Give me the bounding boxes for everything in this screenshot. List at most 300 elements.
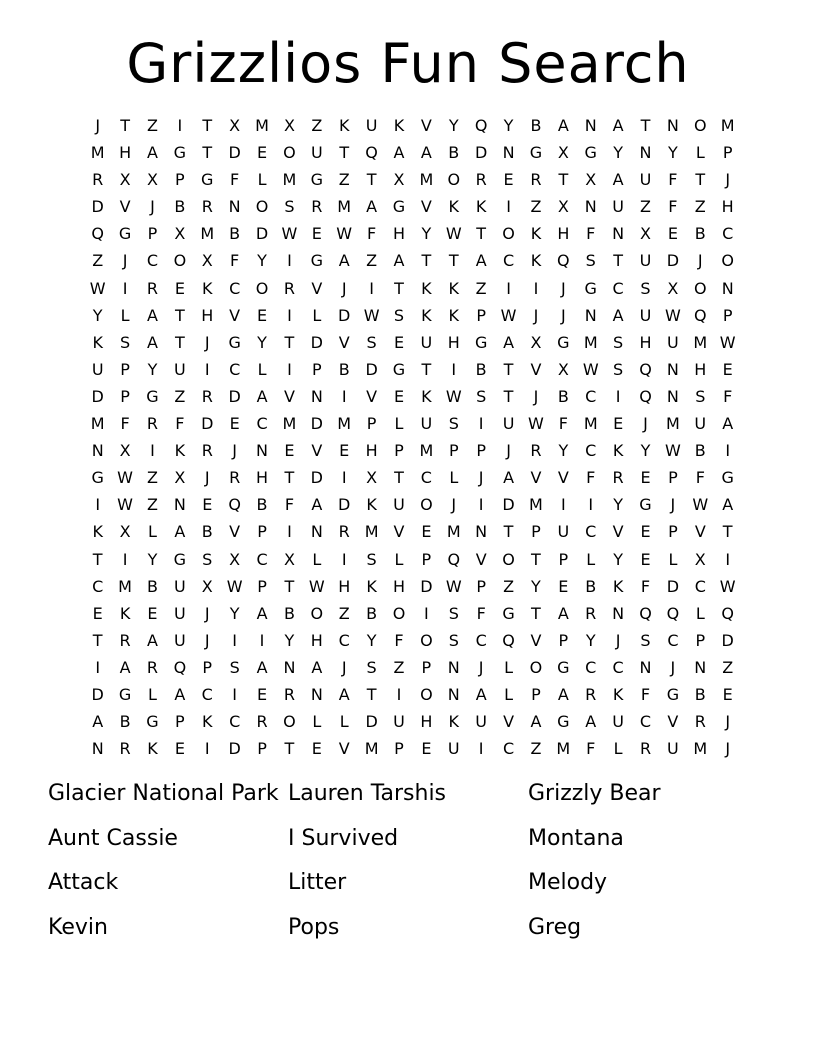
grid-letter: K <box>366 495 377 515</box>
grid-letter: C <box>475 630 487 650</box>
grid-letter: G <box>118 684 132 704</box>
grid-letter: A <box>420 143 432 163</box>
grid-letter: L <box>257 359 267 379</box>
grid-letter: S <box>640 278 651 298</box>
grid-letter: I <box>287 522 292 542</box>
grid-letter: W <box>308 576 325 596</box>
grid-letter: Z <box>530 197 542 217</box>
word-list-item: Attack <box>48 870 119 895</box>
grid-letter: A <box>475 251 487 271</box>
grid-letter: N <box>721 278 734 298</box>
grid-letter: U <box>502 414 515 434</box>
grid-letter: G <box>310 251 324 271</box>
grid-letter: G <box>310 170 324 190</box>
grid-letter: J <box>204 630 210 650</box>
grid-letter: T <box>722 522 733 542</box>
grid-letter: N <box>173 495 186 515</box>
grid-letter: T <box>366 170 377 190</box>
grid-letter: L <box>695 143 705 163</box>
grid-letter: T <box>448 251 459 271</box>
grid-letter: Z <box>393 657 405 677</box>
grid-letter: P <box>366 414 377 434</box>
grid-letter: R <box>311 197 323 217</box>
grid-letter: V <box>503 712 515 732</box>
grid-letter: F <box>586 739 596 759</box>
grid-letter: U <box>174 603 186 623</box>
grid-letter: K <box>92 332 103 352</box>
grid-letter: C <box>92 576 104 596</box>
grid-letter: I <box>341 468 347 488</box>
grid-letter: A <box>503 332 515 352</box>
grid-letter: I <box>204 359 210 379</box>
grid-letter: V <box>119 197 131 217</box>
grid-letter: Y <box>92 305 103 325</box>
grid-letter: O <box>529 657 543 677</box>
word-list-item: I Survived <box>288 825 399 851</box>
grid-letter: T <box>284 332 295 352</box>
grid-letter: J <box>478 468 484 488</box>
grid-letter: N <box>502 143 515 163</box>
grid-letter: U <box>639 251 652 271</box>
grid-letter: H <box>694 359 707 379</box>
grid-letter: P <box>202 657 213 677</box>
grid-letter: H <box>256 468 269 488</box>
grid-letter: L <box>394 549 404 569</box>
grid-letter: A <box>311 657 323 677</box>
grid-letter: A <box>256 603 268 623</box>
grid-letter: F <box>586 224 596 244</box>
grid-letter: D <box>721 630 734 650</box>
grid-letter: B <box>694 224 706 244</box>
grid-letter: W <box>664 441 681 461</box>
grid-letter: H <box>392 576 405 596</box>
grid-letter: A <box>338 684 350 704</box>
grid-letter: T <box>503 386 514 406</box>
grid-letter: K <box>448 305 460 325</box>
grid-letter: Q <box>666 603 680 623</box>
grid-letter: T <box>284 576 295 596</box>
grid-letter: C <box>502 251 515 271</box>
grid-letter: I <box>478 739 484 759</box>
grid-letter: G <box>666 684 680 704</box>
grid-letter: N <box>283 657 296 677</box>
grid-letter: D <box>201 414 214 434</box>
grid-letter: R <box>119 739 131 759</box>
grid-letter: Q <box>639 386 652 406</box>
grid-letter: N <box>639 143 652 163</box>
grid-letter: Z <box>146 116 158 135</box>
grid-letter: A <box>119 657 131 677</box>
grid-letter: H <box>310 630 323 650</box>
grid-letter: V <box>338 332 350 352</box>
grid-letter: L <box>339 712 349 732</box>
grid-letter: I <box>341 549 347 569</box>
grid-letter: O <box>447 170 461 190</box>
grid-letter: C <box>612 657 624 677</box>
grid-letter: L <box>586 549 596 569</box>
grid-letter: C <box>722 224 734 244</box>
grid-letter: C <box>639 712 652 732</box>
grid-letter: U <box>365 116 378 135</box>
grid-letter: T <box>421 359 432 379</box>
grid-letter: E <box>311 224 322 244</box>
grid-letter: W <box>89 278 106 298</box>
grid-letter: W <box>664 305 681 325</box>
grid-letter: I <box>615 386 621 406</box>
grid-letter: N <box>475 522 488 542</box>
grid-letter: T <box>202 116 213 135</box>
grid-letter: S <box>613 332 624 352</box>
grid-letter: J <box>560 278 566 298</box>
grid-letter: N <box>310 684 323 704</box>
grid-letter: X <box>530 332 542 352</box>
grid-letter: F <box>175 414 185 434</box>
grid-letter: X <box>366 468 378 488</box>
grid-letter: A <box>557 603 569 623</box>
grid-letter: R <box>201 441 213 461</box>
grid-letter: M <box>583 332 598 352</box>
grid-letter: B <box>174 197 186 217</box>
grid-letter: D <box>255 224 269 244</box>
grid-letter: N <box>447 684 460 704</box>
grid-letter: I <box>725 549 731 569</box>
grid-letter: R <box>146 278 159 298</box>
grid-letter: I <box>204 739 210 759</box>
grid-letter: E <box>311 739 322 759</box>
grid-letter: V <box>366 386 378 406</box>
grid-letter: R <box>256 712 268 732</box>
grid-letter: L <box>312 712 322 732</box>
grid-letter: Z <box>503 576 515 596</box>
word-list-item: Litter <box>288 870 347 895</box>
grid-letter: D <box>666 576 680 596</box>
grid-letter: Y <box>531 576 541 596</box>
word-list-item: Lauren Tarshis <box>288 781 447 806</box>
grid-letter: T <box>640 116 651 135</box>
grid-letter: O <box>721 251 734 271</box>
letter-grid <box>84 112 742 762</box>
grid-letter: Q <box>228 495 241 515</box>
grid-letter: M <box>90 414 105 434</box>
grid-letter: K <box>448 712 460 732</box>
grid-letter: K <box>421 305 432 325</box>
grid-letter: N <box>256 441 269 461</box>
grid-letter: Y <box>229 603 240 623</box>
grid-letter: E <box>147 603 158 623</box>
grid-letter: W <box>582 359 599 379</box>
grid-letter: U <box>393 495 405 515</box>
grid-letter: C <box>229 278 241 298</box>
grid-letter: I <box>122 549 128 569</box>
grid-letter: M <box>419 170 434 190</box>
grid-letter: G <box>146 712 159 732</box>
grid-letter: O <box>420 630 433 650</box>
grid-letter: K <box>338 116 350 135</box>
grid-letter: C <box>502 739 515 759</box>
word-list-item: Greg <box>528 914 582 940</box>
grid-letter: D <box>228 143 241 163</box>
grid-letter: D <box>365 712 378 732</box>
grid-letter: P <box>476 305 486 325</box>
grid-letter: S <box>120 332 131 352</box>
grid-letter: Z <box>146 468 158 488</box>
grid-letter: A <box>612 305 624 325</box>
grid-letter: T <box>202 143 213 163</box>
grid-letter: V <box>311 278 323 298</box>
grid-letter: U <box>91 359 104 379</box>
word-list-item: Montana <box>528 825 624 851</box>
grid-letter: P <box>531 684 541 704</box>
grid-letter: E <box>229 414 240 434</box>
grid-letter: A <box>557 684 569 704</box>
grid-letter: K <box>366 576 377 596</box>
grid-letter: X <box>585 170 597 190</box>
grid-letter: T <box>531 603 541 623</box>
grid-letter: P <box>257 739 267 759</box>
grid-letter: W <box>445 576 462 596</box>
grid-letter: V <box>420 116 432 135</box>
grid-letter: U <box>612 712 624 732</box>
grid-letter: R <box>338 522 350 542</box>
grid-letter: W <box>528 414 544 434</box>
grid-letter: P <box>311 359 322 379</box>
grid-letter: S <box>393 305 405 325</box>
grid-letter: D <box>310 332 323 352</box>
grid-letter: N <box>612 224 625 244</box>
grid-letter: E <box>339 441 350 461</box>
grid-letter: S <box>448 630 459 650</box>
grid-letter: T <box>503 359 514 379</box>
grid-letter: E <box>640 468 651 488</box>
grid-letter: M <box>583 414 598 434</box>
grid-letter: O <box>693 278 707 298</box>
grid-letter: R <box>283 684 295 704</box>
grid-letter: H <box>639 332 652 352</box>
grid-letter: I <box>232 684 237 704</box>
grid-letter: W <box>336 224 353 244</box>
grid-letter: U <box>639 305 652 325</box>
grid-letter: J <box>451 495 457 515</box>
grid-letter: V <box>338 739 350 759</box>
grid-letter: L <box>695 603 705 623</box>
grid-letter: T <box>394 278 404 298</box>
grid-letter: B <box>229 224 241 244</box>
grid-letter: U <box>393 712 405 732</box>
grid-letter: F <box>695 468 705 488</box>
grid-letter: K <box>612 684 624 704</box>
grid-letter: C <box>667 630 679 650</box>
grid-letter: J <box>560 305 566 325</box>
grid-letter: K <box>612 441 624 461</box>
grid-letter: Y <box>257 251 267 271</box>
grid-letter: N <box>310 386 323 406</box>
grid-letter: I <box>725 441 731 461</box>
grid-letter: C <box>146 251 159 271</box>
grid-letter: I <box>560 495 566 515</box>
grid-letter: M <box>556 739 571 759</box>
grid-letter: B <box>146 576 158 596</box>
grid-letter: D <box>310 414 323 434</box>
grid-letter: F <box>668 170 678 190</box>
grid-letter: I <box>287 359 292 379</box>
grid-letter: O <box>420 495 433 515</box>
grid-letter: S <box>640 630 651 650</box>
grid-letter: O <box>255 278 269 298</box>
grid-letter: F <box>120 414 130 434</box>
grid-letter: J <box>670 495 676 515</box>
grid-letter: L <box>148 522 157 542</box>
grid-letter: X <box>119 522 131 542</box>
grid-letter: R <box>146 414 159 434</box>
grid-letter: V <box>475 549 487 569</box>
grid-letter: G <box>201 170 214 190</box>
grid-letter: Y <box>257 332 267 352</box>
grid-letter: F <box>586 468 596 488</box>
grid-letter: R <box>92 170 104 190</box>
grid-letter: Y <box>640 441 651 461</box>
grid-letter: L <box>613 739 623 759</box>
grid-letter: J <box>697 251 703 271</box>
grid-letter: E <box>393 386 405 406</box>
grid-letter: O <box>693 116 707 135</box>
grid-letter: V <box>694 522 706 542</box>
grid-letter: L <box>148 684 157 704</box>
grid-letter: K <box>612 576 624 596</box>
grid-letter: O <box>283 143 296 163</box>
grid-letter: J <box>670 657 676 677</box>
grid-letter: P <box>394 441 404 461</box>
grid-letter: J <box>204 468 210 488</box>
grid-letter: A <box>530 712 542 732</box>
grid-letter: P <box>531 522 541 542</box>
grid-letter: M <box>419 441 434 461</box>
grid-letter: N <box>228 197 241 217</box>
grid-letter: S <box>229 657 240 677</box>
grid-letter: L <box>312 549 322 569</box>
grid-letter: S <box>585 251 596 271</box>
grid-letter: W <box>281 224 298 244</box>
grid-letter: K <box>448 197 460 217</box>
grid-letter: D <box>91 386 104 406</box>
grid-letter: X <box>557 359 569 379</box>
grid-letter: E <box>503 170 514 190</box>
grid-letter: N <box>694 657 707 677</box>
grid-letter: B <box>119 712 131 732</box>
grid-letter: R <box>530 441 542 461</box>
grid-letter: Q <box>639 603 652 623</box>
grid-letter: A <box>174 522 186 542</box>
grid-letter: D <box>338 495 351 515</box>
grid-letter: G <box>392 197 406 217</box>
grid-letter: L <box>504 657 514 677</box>
grid-letter: Y <box>284 630 295 650</box>
grid-letter: W <box>445 224 462 244</box>
grid-letter: P <box>175 712 185 732</box>
grid-letter: T <box>339 143 350 163</box>
grid-letter: P <box>394 739 404 759</box>
grid-letter: R <box>201 197 213 217</box>
grid-letter: J <box>725 739 731 759</box>
grid-letter: E <box>558 576 569 596</box>
grid-letter: C <box>585 386 597 406</box>
grid-letter: K <box>530 251 542 271</box>
grid-letter: A <box>366 197 378 217</box>
grid-letter: R <box>612 468 624 488</box>
grid-letter: K <box>147 739 158 759</box>
grid-letter: Z <box>640 197 651 217</box>
grid-letter: W <box>117 468 133 488</box>
grid-letter: E <box>174 739 185 759</box>
grid-letter: J <box>341 657 347 677</box>
grid-letter: F <box>723 386 733 406</box>
grid-letter: X <box>229 116 241 135</box>
grid-letter: A <box>338 251 350 271</box>
grid-letter: D <box>338 305 351 325</box>
grid-letter: E <box>92 603 103 623</box>
grid-letter: E <box>284 441 295 461</box>
grid-letter: L <box>394 414 404 434</box>
grid-letter: W <box>719 576 736 596</box>
grid-letter: C <box>256 549 268 569</box>
grid-letter: E <box>640 522 651 542</box>
grid-letter: Q <box>173 657 187 677</box>
grid-letter: F <box>367 224 377 244</box>
grid-letter: U <box>174 576 186 596</box>
grid-letter: I <box>287 251 292 271</box>
grid-letter: M <box>90 143 105 163</box>
grid-letter: T <box>120 116 130 135</box>
grid-letter: O <box>255 197 269 217</box>
grid-letter: I <box>506 278 511 298</box>
grid-letter: A <box>475 684 487 704</box>
grid-letter: G <box>639 495 652 515</box>
grid-letter: N <box>584 305 597 325</box>
grid-letter: P <box>722 143 733 163</box>
grid-letter: S <box>202 549 213 569</box>
grid-letter: K <box>174 441 186 461</box>
grid-letter: Y <box>613 549 623 569</box>
grid-letter: I <box>506 197 511 217</box>
grid-letter: C <box>585 657 597 677</box>
grid-letter: Z <box>530 739 542 759</box>
grid-letter: K <box>202 278 213 298</box>
grid-letter: I <box>588 495 594 515</box>
grid-letter: O <box>173 251 187 271</box>
grid-letter: T <box>366 684 377 704</box>
grid-letter: P <box>558 630 569 650</box>
grid-letter: L <box>257 170 267 190</box>
grid-letter: A <box>612 170 624 190</box>
grid-letter: C <box>612 278 624 298</box>
grid-letter: D <box>91 684 104 704</box>
grid-letter: W <box>500 305 517 325</box>
grid-letter: R <box>201 386 213 406</box>
word-list-item: Aunt Cassie <box>48 825 178 851</box>
grid-letter: I <box>95 657 101 677</box>
grid-letter: X <box>174 224 186 244</box>
grid-letter: T <box>284 468 295 488</box>
grid-letter: H <box>365 441 378 461</box>
grid-letter: I <box>232 630 237 650</box>
grid-letter: X <box>694 549 706 569</box>
grid-letter: B <box>448 143 460 163</box>
grid-letter: D <box>228 739 241 759</box>
grid-letter: G <box>584 278 597 298</box>
grid-letter: M <box>446 522 461 542</box>
grid-letter: S <box>366 657 377 677</box>
grid-letter: I <box>150 441 155 461</box>
grid-letter: P <box>448 441 459 461</box>
